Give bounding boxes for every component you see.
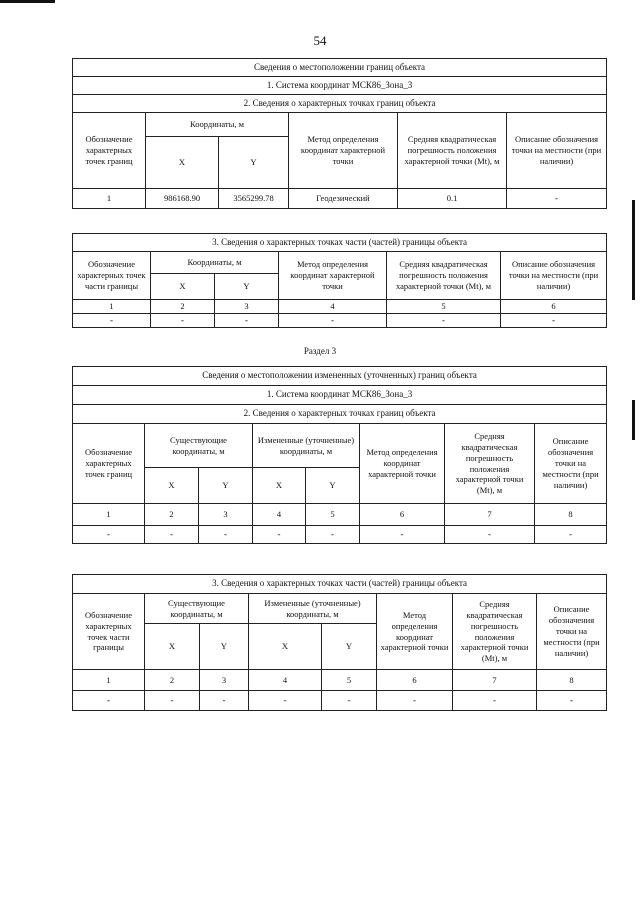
column-number: 3	[199, 504, 253, 526]
column-number: 7	[453, 670, 537, 691]
empty-cell: -	[249, 691, 322, 711]
header-y: Y	[322, 624, 377, 670]
table-subtitle: 2. Сведения о характерных точках границ объекта	[73, 95, 607, 113]
table-row	[73, 314, 607, 328]
boundary-points-table	[72, 58, 607, 209]
empty-cell: -	[501, 314, 607, 328]
column-number: 6	[501, 300, 607, 314]
table-row	[73, 300, 607, 314]
table-row	[73, 526, 607, 544]
cell-description: -	[507, 189, 607, 209]
empty-cell: -	[151, 314, 215, 328]
header-existing-coordinates: Существующие координаты, м	[145, 424, 253, 468]
header-description: Описание обозначения точки на местности (при наличии)	[501, 252, 607, 300]
empty-cell: -	[279, 314, 387, 328]
empty-cell: -	[145, 526, 199, 544]
cell-error: 0.1	[398, 189, 507, 209]
table-row	[73, 670, 607, 691]
header-error: Средняя квадратическая погрешность положения характерной точки (Mt), м	[445, 424, 535, 504]
page-number: 54	[313, 33, 327, 48]
empty-cell: -	[200, 691, 249, 711]
table-subtitle: 2. Сведения о характерных точках границ объекта	[73, 405, 607, 424]
table-title: Сведения о местоположении границ объекта	[73, 59, 607, 77]
header-method: Метод определения координат характерной точки	[377, 594, 453, 670]
header-error: Средняя квадратическая погрешность положения характерной точки (Mt), м	[453, 594, 537, 670]
column-number: 8	[537, 670, 607, 691]
cell-method: Геодезический	[289, 189, 398, 209]
empty-cell: -	[199, 526, 253, 544]
column-number: 5	[306, 504, 360, 526]
column-number: 4	[279, 300, 387, 314]
empty-cell: -	[537, 691, 607, 711]
column-number: 1	[73, 300, 151, 314]
cell-x: 986168.90	[146, 189, 219, 209]
header-x: X	[145, 624, 200, 670]
table-row	[73, 189, 607, 209]
header-x: X	[253, 468, 306, 504]
header-y: Y	[215, 274, 279, 300]
empty-cell: -	[535, 526, 607, 544]
empty-cell: -	[445, 526, 535, 544]
column-number: 2	[145, 670, 200, 691]
column-number: 4	[253, 504, 306, 526]
empty-cell: -	[73, 691, 145, 711]
table-title: 3. Сведения о характерных точках части (частей) границы объекта	[73, 575, 607, 594]
column-number: 8	[535, 504, 607, 526]
cell-y: 3565299.78	[219, 189, 289, 209]
column-number: 6	[360, 504, 445, 526]
header-designation: Обозначение характерных точек границ	[73, 424, 145, 504]
header-error: Средняя квадратическая погрешность положения характерной точки (Mt), м	[398, 113, 507, 189]
header-x: X	[151, 274, 215, 300]
empty-cell: -	[377, 691, 453, 711]
column-number: 1	[73, 670, 145, 691]
column-number: 2	[151, 300, 215, 314]
header-changed-coordinates: Измененные (уточненные) координаты, м	[253, 424, 360, 468]
header-description: Описание обозначения точки на местности (при наличии)	[535, 424, 607, 504]
table-row	[73, 691, 607, 711]
table-title: 3. Сведения о характерных точках части (частей) границы объекта	[73, 234, 607, 252]
scan-edge-mark	[0, 0, 55, 3]
scan-edge-mark	[632, 200, 635, 300]
column-number: 5	[387, 300, 501, 314]
header-y: Y	[200, 624, 249, 670]
column-number: 4	[249, 670, 322, 691]
header-coordinates: Координаты, м	[151, 252, 279, 274]
cell-number: 1	[73, 189, 146, 209]
header-description: Описание обозначения точки на местности (при наличии)	[507, 113, 607, 189]
empty-cell: -	[215, 314, 279, 328]
header-method: Метод определения координат характерной точки	[360, 424, 445, 504]
column-number: 3	[200, 670, 249, 691]
header-x: X	[145, 468, 199, 504]
empty-cell: -	[253, 526, 306, 544]
header-existing-coordinates: Существующие координаты, м	[145, 594, 249, 624]
header-y: Y	[306, 468, 360, 504]
header-method: Метод определения координат характерной точки	[279, 252, 387, 300]
empty-cell: -	[145, 691, 200, 711]
empty-cell: -	[453, 691, 537, 711]
header-error: Средняя квадратическая погрешность положения характерной точки (Mt), м	[387, 252, 501, 300]
column-number: 6	[377, 670, 453, 691]
header-y: Y	[219, 137, 289, 189]
header-y: Y	[199, 468, 253, 504]
coordinate-system: 1. Система координат МСК86_Зона_3	[73, 386, 607, 405]
column-number: 1	[73, 504, 145, 526]
header-designation: Обозначение характерных точек части границы	[73, 252, 151, 300]
header-x: X	[249, 624, 322, 670]
scan-edge-mark	[632, 400, 635, 440]
header-coordinates: Координаты, м	[146, 113, 289, 137]
column-number: 2	[145, 504, 199, 526]
section-title: Раздел 3	[303, 346, 337, 356]
coordinate-system: 1. Система координат МСК86_Зона_3	[73, 77, 607, 95]
column-number: 5	[322, 670, 377, 691]
empty-cell: -	[73, 526, 145, 544]
table-title: Сведения о местоположении измененных (уточненных) границ объекта	[73, 367, 607, 386]
header-changed-coordinates: Измененные (уточненные) координаты, м	[249, 594, 377, 624]
empty-cell: -	[306, 526, 360, 544]
table-row	[73, 504, 607, 526]
empty-cell: -	[360, 526, 445, 544]
column-number: 7	[445, 504, 535, 526]
empty-cell: -	[73, 314, 151, 328]
part-boundary-points-table	[72, 233, 607, 328]
header-description: Описание обозначения точки на местности (при наличии)	[537, 594, 607, 670]
header-method: Метод определения координат характерной точки	[289, 113, 398, 189]
header-x: X	[146, 137, 219, 189]
empty-cell: -	[322, 691, 377, 711]
changed-boundary-points-table	[72, 366, 607, 544]
changed-part-boundary-points-table	[72, 574, 607, 711]
header-designation: Обозначение характерных точек границ	[73, 113, 146, 189]
empty-cell: -	[387, 314, 501, 328]
header-designation: Обозначение характерных точек части границы	[73, 594, 145, 670]
column-number: 3	[215, 300, 279, 314]
